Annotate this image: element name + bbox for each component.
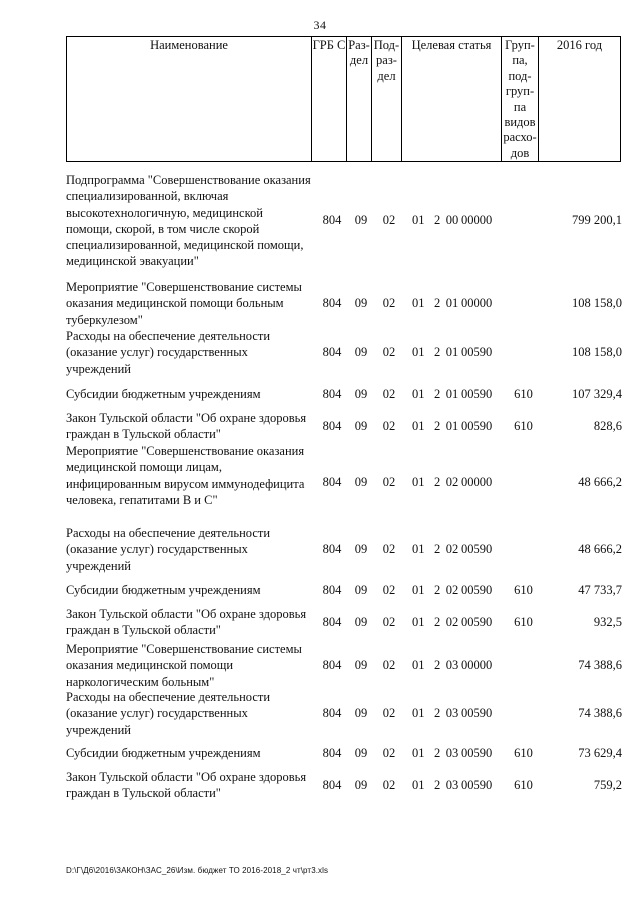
row-target-program: 01 [412, 542, 425, 556]
row-razdel: 09 [354, 419, 368, 433]
row-grbs: 804 [322, 213, 342, 227]
row-target-subprogram: 2 [434, 475, 441, 489]
row-grbs: 804 [322, 706, 342, 720]
row-target-program: 01 [412, 296, 425, 310]
row-target-event: 03 [445, 658, 459, 672]
row-amount: 107 329,4 [572, 387, 622, 401]
row-target-subprogram: 2 [434, 778, 441, 792]
row-podrazdel: 02 [382, 706, 396, 720]
header-razdel: Раз- дел [347, 37, 372, 161]
row-amount: 799 200,1 [572, 213, 622, 227]
header-target-article: Целевая статья [402, 37, 502, 161]
row-name: Расходы на обеспечение деятельности (оказание услуг) государственных учреждений [66, 690, 271, 737]
row-razdel: 09 [354, 475, 368, 489]
row-podrazdel: 02 [382, 296, 396, 310]
row-target-program: 01 [412, 419, 425, 433]
row-amount: 48 666,2 [578, 542, 622, 556]
row-target-event: 00 [445, 213, 459, 227]
row-target-direction: 00590 [461, 615, 493, 629]
row-amount: 74 388,6 [578, 658, 622, 672]
file-path-footer: D:\Г\Д6\2016\ЗАКОН\ЗАС_26\Изм. бюджет ТО 2016-2018_2 чт\рт3.xls [66, 866, 329, 875]
row-target-event: 03 [445, 778, 459, 792]
row-target-subprogram: 2 [434, 746, 441, 760]
row-podrazdel: 02 [382, 746, 396, 760]
row-target-event: 02 [445, 615, 459, 629]
row-name: Закон Тульской области "Об охране здоровья граждан в Тульской области" [66, 770, 307, 801]
header-podrazdel: Под- раз- дел [372, 37, 402, 161]
row-expense-type: 610 [514, 419, 533, 433]
row-razdel: 09 [354, 296, 368, 310]
row-podrazdel: 02 [382, 615, 396, 629]
row-expense-type: 610 [514, 615, 533, 629]
row-name: Подпрограмма "Совершенствование оказания специализированной, включая высокотехнологичную, медицинской помощи, скорой, в том числе скорой специализированной, медицинской помощи, медицинской эвакуации" [66, 173, 311, 269]
row-podrazdel: 02 [382, 542, 396, 556]
row-target-program: 01 [412, 706, 425, 720]
row-target-program: 01 [412, 583, 425, 597]
row-target-program: 01 [412, 746, 425, 760]
row-target-direction: 00000 [461, 658, 493, 672]
row-target-direction: 00590 [461, 542, 493, 556]
row-amount: 828,6 [593, 419, 622, 433]
row-grbs: 804 [322, 542, 342, 556]
row-target-event: 01 [445, 419, 459, 433]
row-razdel: 09 [354, 213, 368, 227]
row-expense-type: 610 [514, 387, 533, 401]
page-number: 34 [313, 18, 327, 32]
row-name: Мероприятие "Совершенствование оказания медицинской помощи лицам, инфицированным вирусом иммунодефицита человека, гепатитами В и С" [66, 444, 305, 507]
row-amount: 932,5 [593, 615, 622, 629]
row-razdel: 09 [354, 583, 368, 597]
row-target-subprogram: 2 [434, 615, 441, 629]
row-podrazdel: 02 [382, 213, 396, 227]
row-target-event: 01 [445, 345, 459, 359]
row-grbs: 804 [322, 778, 342, 792]
row-name: Субсидии бюджетным учреждениям [66, 387, 261, 401]
row-grbs: 804 [322, 419, 342, 433]
row-target-subprogram: 2 [434, 658, 441, 672]
row-target-direction: 00590 [461, 387, 493, 401]
row-target-direction: 00000 [461, 213, 493, 227]
row-razdel: 09 [354, 706, 368, 720]
row-name: Закон Тульской области "Об охране здоровья граждан в Тульской области" [66, 411, 307, 442]
row-razdel: 09 [354, 746, 368, 760]
header-expense-type: Груп- па, под- груп- па видов расхо- дов [502, 37, 539, 161]
row-podrazdel: 02 [382, 778, 396, 792]
row-target-program: 01 [412, 615, 425, 629]
row-target-direction: 00000 [461, 475, 493, 489]
row-target-event: 02 [445, 542, 459, 556]
row-target-direction: 00000 [461, 296, 493, 310]
header-name: Наименование [67, 37, 312, 161]
row-razdel: 09 [354, 345, 368, 359]
row-target-direction: 00590 [461, 706, 493, 720]
row-razdel: 09 [354, 542, 368, 556]
row-name: Мероприятие "Совершенствование системы оказания медицинской помощи больным туберкулезом" [66, 280, 302, 327]
row-target-subprogram: 2 [434, 542, 441, 556]
row-grbs: 804 [322, 387, 342, 401]
row-target-program: 01 [412, 387, 425, 401]
row-amount: 108 158,0 [572, 345, 622, 359]
row-grbs: 804 [322, 583, 342, 597]
row-podrazdel: 02 [382, 419, 396, 433]
row-target-program: 01 [412, 475, 425, 489]
row-podrazdel: 02 [382, 345, 396, 359]
row-podrazdel: 02 [382, 475, 396, 489]
row-name: Закон Тульской области "Об охране здоровья граждан в Тульской области" [66, 607, 307, 638]
row-grbs: 804 [322, 615, 342, 629]
row-target-event: 03 [445, 706, 459, 720]
row-razdel: 09 [354, 778, 368, 792]
row-expense-type: 610 [514, 583, 533, 597]
row-target-subprogram: 2 [434, 213, 441, 227]
row-name: Субсидии бюджетным учреждениям [66, 746, 261, 760]
row-target-direction: 00590 [461, 583, 493, 597]
row-target-subprogram: 2 [434, 296, 441, 310]
row-grbs: 804 [322, 475, 342, 489]
row-expense-type: 610 [514, 746, 533, 760]
row-razdel: 09 [354, 615, 368, 629]
row-grbs: 804 [322, 658, 342, 672]
row-target-event: 03 [445, 746, 459, 760]
row-name: Субсидии бюджетным учреждениям [66, 583, 261, 597]
row-expense-type: 610 [514, 778, 533, 792]
row-grbs: 804 [322, 746, 342, 760]
row-name: Расходы на обеспечение деятельности (оказание услуг) государственных учреждений [66, 526, 271, 573]
row-target-program: 01 [412, 778, 425, 792]
row-target-subprogram: 2 [434, 345, 441, 359]
row-grbs: 804 [322, 345, 342, 359]
row-target-direction: 00590 [461, 419, 493, 433]
row-target-program: 01 [412, 213, 425, 227]
row-amount: 108 158,0 [572, 296, 622, 310]
row-amount: 48 666,2 [578, 475, 622, 489]
row-target-program: 01 [412, 658, 425, 672]
row-target-direction: 00590 [461, 345, 493, 359]
row-target-event: 01 [445, 387, 459, 401]
row-target-program: 01 [412, 345, 425, 359]
row-target-subprogram: 2 [434, 706, 441, 720]
row-amount: 759,2 [593, 778, 622, 792]
row-grbs: 804 [322, 296, 342, 310]
row-target-event: 02 [445, 583, 459, 597]
row-amount: 74 388,6 [578, 706, 622, 720]
row-amount: 47 733,7 [578, 583, 622, 597]
row-razdel: 09 [354, 658, 368, 672]
row-podrazdel: 02 [382, 583, 396, 597]
row-podrazdel: 02 [382, 658, 396, 672]
row-name: Мероприятие "Совершенствование системы оказания медицинской помощи наркологическим больным" [66, 642, 302, 689]
row-razdel: 09 [354, 387, 368, 401]
header-grbs: ГРБ С [312, 37, 347, 161]
row-target-subprogram: 2 [434, 419, 441, 433]
row-target-subprogram: 2 [434, 583, 441, 597]
row-target-direction: 00590 [461, 778, 493, 792]
row-target-direction: 00590 [461, 746, 493, 760]
row-name: Расходы на обеспечение деятельности (оказание услуг) государственных учреждений [66, 329, 271, 376]
row-amount: 73 629,4 [578, 746, 622, 760]
row-target-event: 02 [445, 475, 459, 489]
row-target-event: 01 [445, 296, 459, 310]
header-year: 2016 год [556, 38, 603, 52]
row-target-subprogram: 2 [434, 387, 441, 401]
row-podrazdel: 02 [382, 387, 396, 401]
